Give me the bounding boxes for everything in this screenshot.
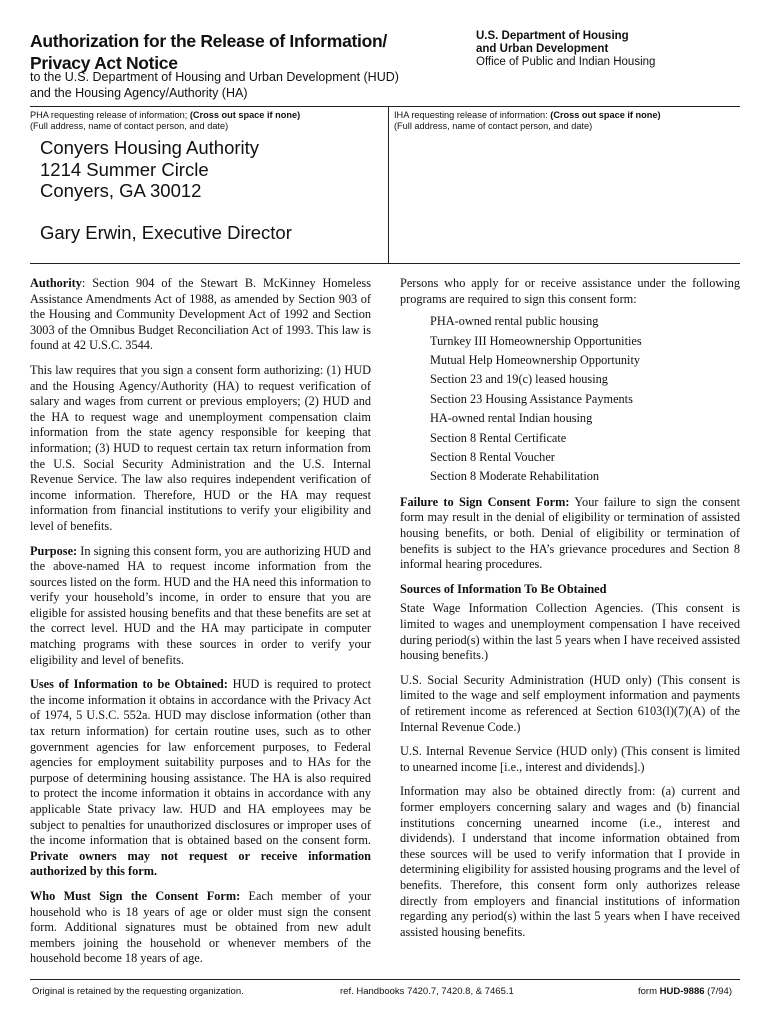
program-item: PHA-owned rental public housing [430, 314, 599, 329]
pha-contact-field[interactable]: Gary Erwin, Executive Director [40, 222, 292, 243]
program-item: Section 23 Housing Assistance Payments [430, 391, 633, 406]
program-item: HA-owned rental Indian housing [430, 411, 593, 426]
authority-heading: Authority [30, 276, 82, 290]
purpose-text: In signing this consent form, you are authorizing HUD and the above-named HA to request income information from the sources listed on the form. HUD and the HA need this information to verify your household’s income, in order to ensure that you are eligible for assisted housing benefits and that these benefits are set at the correct level. HUD and the HA may participate in computer matching programs with these sources in order to verify your eligibility and level of benefits. [30, 543, 371, 667]
authority-text: : Section 904 of the Stewart B. McKinney Homeless Assistance Amendments Act of 1988, as amended by Section 903 of the Housing and Community Development Act of 1992 and Section 3003 of the Omnibus Budget Reconciliation Act of 1993. This law is found at 42 U.S.C. 3544. [30, 276, 371, 353]
iha-box-label [394, 110, 744, 132]
subtitle-line1: to the U.S. Department of Housing and Urban Development (HUD) [30, 70, 399, 84]
programs-intro: Persons who apply for or receive assistance under the following programs are required to sign this consent form: [400, 276, 740, 306]
header-divider [30, 106, 740, 107]
uses-heading: Uses of Information to be Obtained: [30, 677, 228, 692]
box-divider [388, 106, 389, 263]
footer-form-prefix: form [638, 986, 660, 997]
box-bottom-rule [30, 263, 740, 264]
form-title-line1: Authorization for the Release of Information/ [30, 31, 387, 51]
form-subtitle [30, 70, 530, 101]
iha-label-prefix: IHA requesting release of information: [394, 110, 551, 120]
address-line1: Conyers Housing Authority [40, 137, 260, 158]
program-item: Section 8 Rental Certificate [430, 430, 567, 445]
program-item: Turnkey III Homeownership Opportunities [430, 333, 642, 348]
agency-line2: and Urban Development [476, 43, 609, 55]
failure-text: Your failure to sign the consent form may result in the denial of eligibility or termination of assisted housing benefits, or both. Denial of eligibility or termination of benefits is subject to the HA’s grievance procedures and Section 8 informal hearing procedures. [400, 494, 740, 572]
sources-irs-paragraph: U.S. Internal Revenue Service (HUD only) (This consent is limited to unearned income [i.e., interest and dividends].) [400, 744, 740, 774]
sources-direct-paragraph: Information may also be obtained directly from: (a) current and former employers concerning salary and wages and (b) financial institutions concerning unearned income (i.e., interest and dividends). I understand that income information obtained from these sources will be used to verify information that I provide in determining eligibility for assisted housing programs and the level of benefits. Therefore, this consent form only authorizes release directly from employers and financial institutions of information regarding any period(s) within the last 5 years when I have received assisted housing benefits. [400, 784, 740, 939]
who-text: Each member of your household who is 18 years of age or older must sign the consent form. Additional signatures must be obtained from new adult members joining the household or whenever members of the household become 18 years of age. [30, 888, 371, 966]
who-paragraph [30, 889, 371, 967]
purpose-heading: Purpose: [30, 543, 78, 558]
pha-box-label [30, 110, 385, 132]
who-heading: Who Must Sign the Consent Form: [30, 888, 241, 903]
right-column [400, 276, 740, 949]
program-item: Mutual Help Homeownership Opportunity [430, 353, 641, 367]
failure-heading: Failure to Sign Consent Form: [400, 494, 570, 509]
agency-line1: U.S. Department of Housing [476, 30, 629, 42]
uses-bold-text: Private owners may not request or receive information authorized by this form. [30, 848, 371, 879]
subtitle-line2: and the Housing Agency/Authority (HA) [30, 85, 248, 100]
agency-block [476, 30, 756, 69]
program-item: Section 8 Rental Voucher [430, 450, 555, 465]
pha-label-line2: (Full address, name of contact person, and date) [30, 121, 229, 131]
sources-ssa-paragraph: U.S. Social Security Administration (HUD only) (This consent is limited to the wage and self employment information and payments of retirement income as referenced at Section 6103(l)(7)(A) of the Internal Revenue Code.) [400, 672, 740, 734]
agency-line3: Office of Public and Indian Housing [476, 56, 656, 68]
footer-handbook-ref: ref. Handbooks 7420.7, 7420.8, & 7465.1 [340, 986, 514, 997]
sources-state-paragraph: State Wage Information Collection Agencies. (This consent is limited to wages and unemployment compensation I have received during period(s) within the last 5 years when I have received assisted housing benefits.) [400, 601, 740, 663]
authority-paragraph [30, 276, 371, 354]
footer-form-id: HUD-9886 [659, 986, 705, 997]
footer-form-number [638, 986, 732, 997]
purpose-paragraph [30, 544, 371, 669]
pha-address-field[interactable] [40, 137, 259, 202]
iha-label-line2: (Full address, name of contact person, and date) [394, 121, 593, 131]
law-paragraph: This law requires that you sign a consent form authorizing: (1) HUD and the Housing Agency/Authority (HA) to request verification of salary and wages from current or previous employers; (2) HUD and the HA to request wage and unemployment compensation claim information from the state agency responsible for keeping that information; (3) HUD to request certain tax return information from the U.S. Social Security Administration and the U.S. Internal Revenue Service. The law also requires independent verification of income information. Therefore, HUD or the HA may request information from financial institutions to verify your eligibility and level of benefits. [30, 362, 371, 533]
form-title [30, 30, 450, 74]
uses-paragraph [30, 677, 371, 880]
program-item: Section 23 and 19(c) leased housing [430, 372, 608, 387]
form-title-line2: Privacy Act Notice [30, 53, 178, 73]
program-list [430, 312, 740, 487]
address-line2: 1214 Summer Circle [40, 158, 209, 180]
program-item: Section 8 Moderate Rehabilitation [430, 469, 600, 484]
footer-retention-note: Original is retained by the requesting organization. [32, 986, 244, 997]
pha-label-prefix: PHA requesting release of information; [30, 110, 190, 120]
uses-text: HUD is required to protect the income information it obtains in accordance with the Privacy Act of 1974, 5 U.S.C. 552a. HUD may disclose information (other than tax return information) for certain routine uses, such as to other government agencies for law enforcement purposes, to Federal agencies for employment suitability purposes and to HAs for the purpose of determining housing assistance. The HA is also required to protect the income information it obtains in accordance with any applicable State privacy law. HUD and HA employees may be subject to penalties for unauthorized disclosures or improper uses of the income information that is obtained based on the consent form. [30, 677, 371, 848]
iha-label-bold: (Cross out space if none) [550, 110, 661, 120]
failure-paragraph [400, 495, 740, 573]
pha-label-bold: (Cross out space if none) [189, 110, 301, 120]
address-line3: Conyers, GA 30012 [40, 180, 202, 201]
footer-form-date: (7/94) [704, 986, 732, 997]
sources-heading: Sources of Information To Be Obtained [400, 581, 607, 596]
footer-rule [30, 979, 740, 980]
left-column [30, 276, 371, 976]
